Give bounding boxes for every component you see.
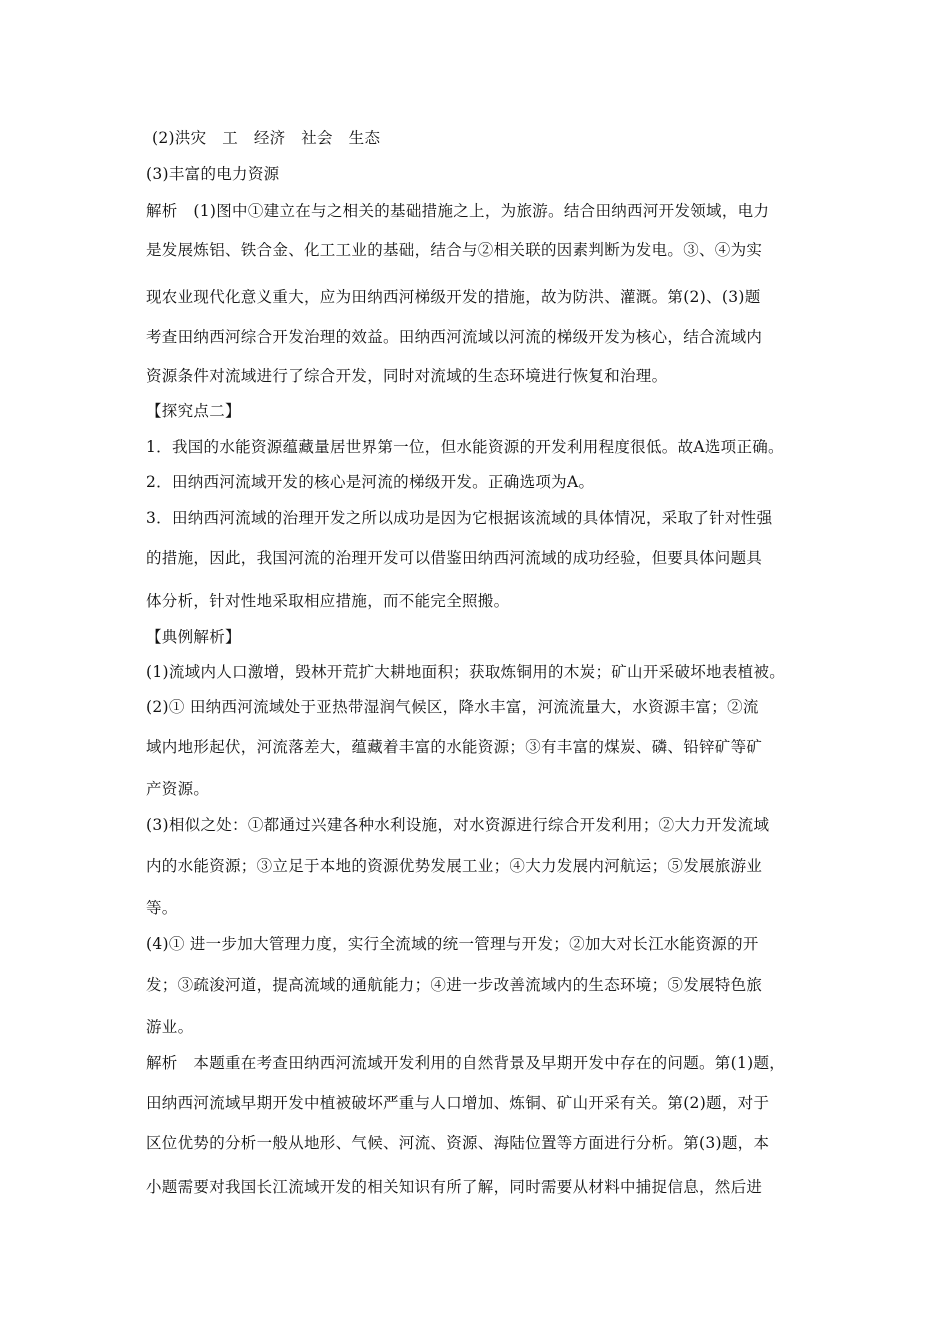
example-answer-3-line-1: (3)相似之处：①都通过兴建各种水利设施，对水资源进行综合开发利用；②大力开发流域 — [146, 816, 770, 834]
example-answer-4-line-2: 发；③疏浚河道，提高流域的通航能力；④进一步改善流域内的生态环境；⑤发展特色旅 — [146, 976, 763, 994]
analysis-line-1: 解析 (1)图中①建立在与之相关的基础措施之上，为旅游。结合田纳西河开发领域，电力 — [146, 202, 770, 220]
example-analysis-line-3: 区位优势的分析一般从地形、气候、河流、资源、海陆位置等方面进行分析。第(3)题，本 — [146, 1134, 770, 1152]
example-answer-1: (1)流域内人口激增，毁林开荒扩大耕地面积；获取炼铜用的木炭；矿山开采破坏地表植被。 — [146, 663, 786, 681]
example-analysis-line-2: 田纳西河流域早期开发中植被破坏严重与人口增加、炼铜、矿山开采有关。第(2)题，对于 — [146, 1094, 770, 1112]
example-answer-2-line-2: 域内地形起伏，河流落差大，蕴藏着丰富的水能资源；③有丰富的煤炭、磷、铅锌矿等矿 — [146, 738, 763, 756]
explore-item-1: 1．我国的水能资源蕴藏量居世界第一位，但水能资源的开发利用程度很低。故A选项正确。 — [146, 438, 784, 456]
analysis-line-2: 是发展炼铝、铁合金、化工工业的基础，结合与②相关联的因素判断为发电。③、④为实 — [146, 241, 763, 259]
answer-line-2: (2)洪灾 工 经济 社会 生态 — [152, 129, 381, 147]
explore-item-3-line-3: 体分析，针对性地采取相应措施，而不能完全照搬。 — [146, 592, 510, 610]
example-answer-4-line-1: (4)① 进一步加大管理力度，实行全流域的统一管理与开发；②加大对长江水能资源的开 — [146, 935, 759, 953]
example-analysis-line-1: 解析 本题重在考查田纳西河流域开发利用的自然背景及早期开发中存在的问题。第(1)题， — [146, 1054, 786, 1072]
analysis-line-5: 资源条件对流域进行了综合开发，同时对流域的生态环境进行恢复和治理。 — [146, 367, 668, 385]
section-heading-examples: 【典例解析】 — [146, 628, 241, 646]
example-answer-2-line-3: 产资源。 — [146, 780, 210, 798]
explore-item-2: 2．田纳西河流域开发的核心是河流的梯级开发。正确选项为A。 — [146, 473, 595, 491]
example-analysis-line-4: 小题需要对我国长江流域开发的相关知识有所了解，同时需要从材料中捕捉信息，然后进 — [146, 1178, 763, 1196]
example-answer-4-line-3: 游业。 — [146, 1018, 194, 1036]
analysis-line-4: 考查田纳西河综合开发治理的效益。田纳西河流域以河流的梯级开发为核心，结合流域内 — [146, 328, 763, 346]
answer-line-3: (3)丰富的电力资源 — [146, 165, 280, 183]
example-answer-2-line-1: (2)① 田纳西河流域处于亚热带湿润气候区，降水丰富，河流流量大，水资源丰富；②流 — [146, 698, 759, 716]
explore-item-3-line-1: 3．田纳西河流域的治理开发之所以成功是因为它根据该流域的具体情况，采取了针对性强 — [146, 509, 773, 527]
analysis-line-3: 现农业现代化意义重大，应为田纳西河梯级开发的措施，故为防洪、灌溉。第(2)、(3)题 — [146, 288, 761, 306]
example-answer-3-line-2: 内的水能资源；③立足于本地的资源优势发展工业；④大力发展内河航运；⑤发展旅游业 — [146, 857, 763, 875]
section-heading-explore-2: 【探究点二】 — [146, 402, 241, 420]
example-answer-3-line-3: 等。 — [146, 899, 178, 917]
explore-item-3-line-2: 的措施，因此，我国河流的治理开发可以借鉴田纳西河流域的成功经验，但要具体问题具 — [146, 549, 763, 567]
